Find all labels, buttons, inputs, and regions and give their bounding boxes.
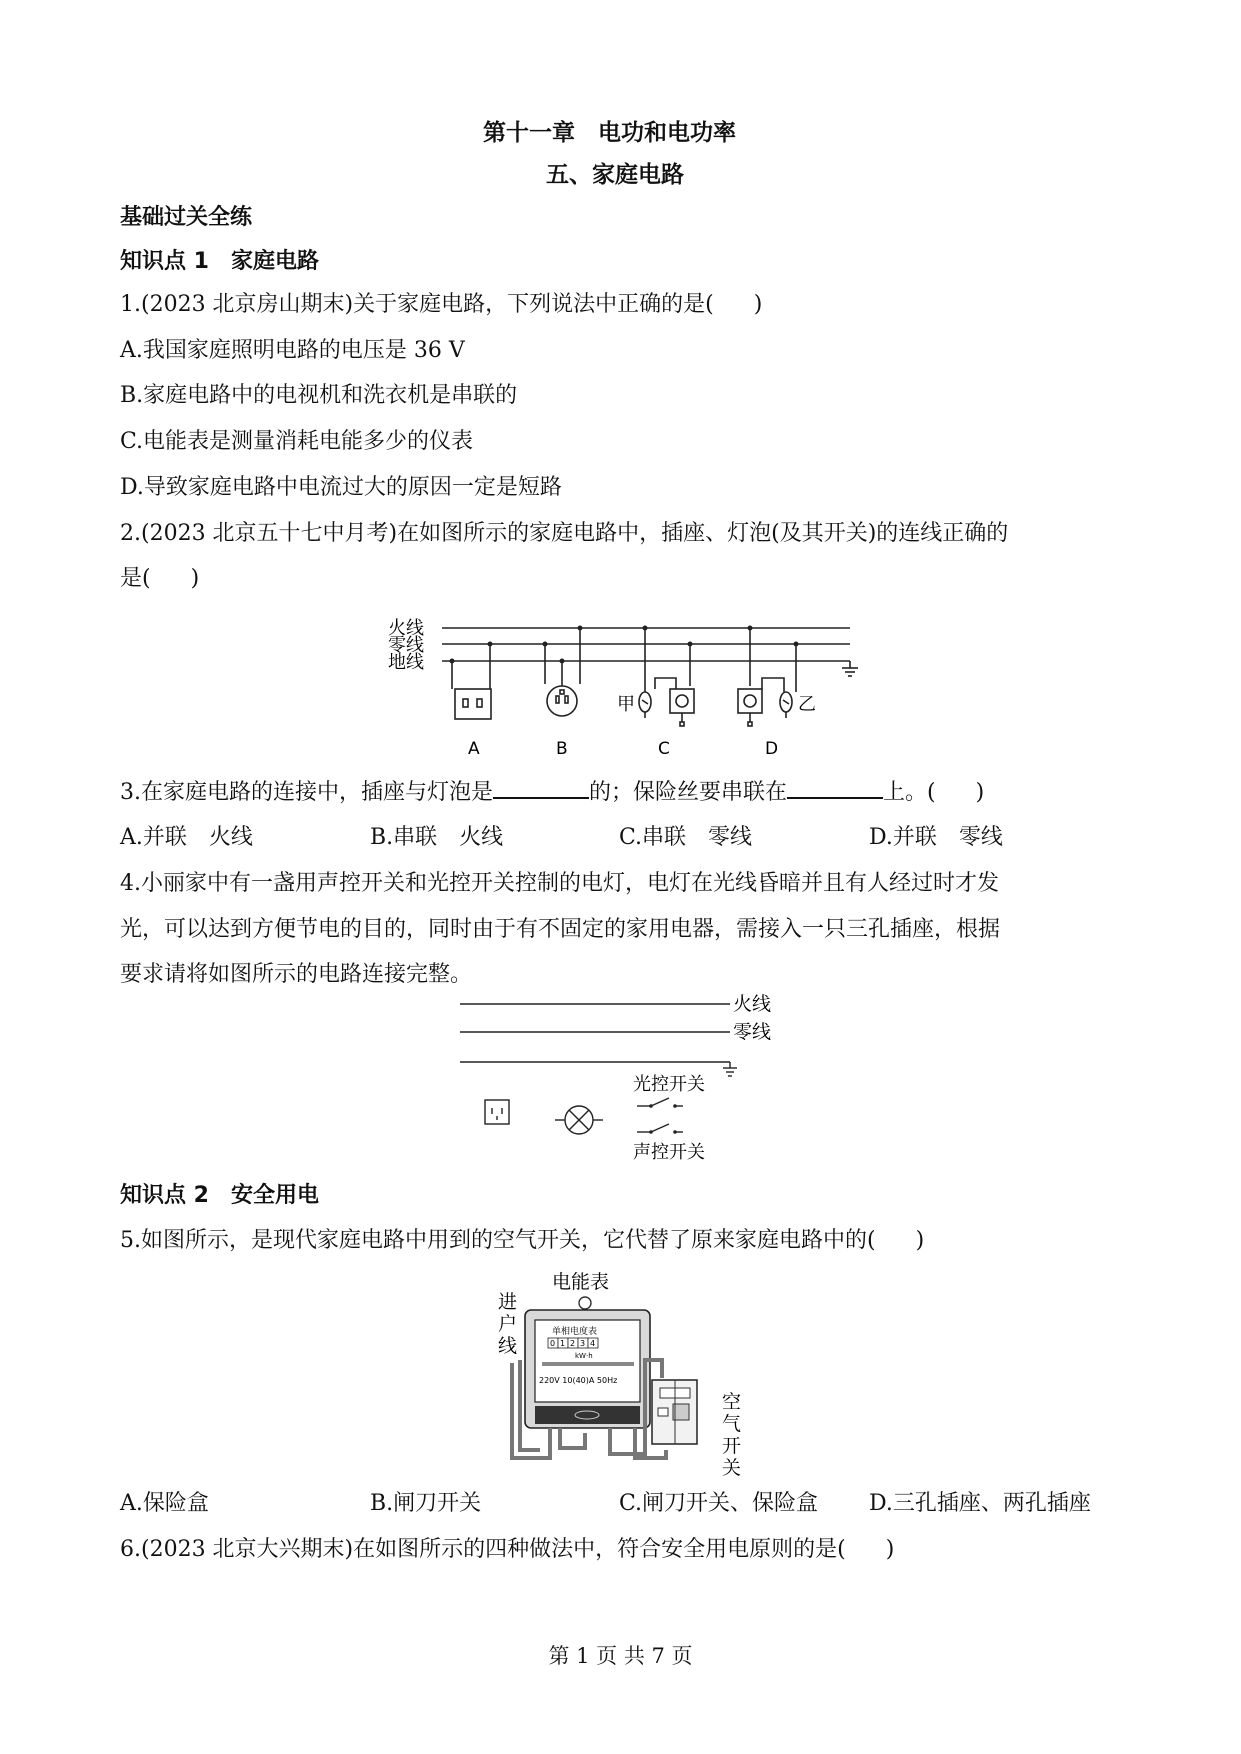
q5-digit-5: 4 <box>590 1339 596 1348</box>
q5-meter-rating: 220V 10(40)A 50Hz <box>539 1376 618 1385</box>
q3-option-b: B.串联 火线 <box>370 825 504 850</box>
practice-heading: 基础过关全练 <box>120 205 253 230</box>
q2-label-yi: 乙 <box>798 694 816 715</box>
q5-breaker-label-3: 开 <box>722 1435 742 1457</box>
q4-stem-line2: 光，可以达到方便节电的目的，同时由于有不固定的家用电器，需接入一只三孔插座，根据 <box>120 917 1001 942</box>
section-title: 五、家庭电路 <box>546 162 684 188</box>
q1-stem-text: 1.(2023 北京房山期末)关于家庭电路，下列说法中正确的是( <box>120 292 714 317</box>
q1-option-a: A.我国家庭照明电路的电压是 36 V <box>120 338 465 363</box>
q5-option-d: D.三孔插座、两孔插座 <box>869 1491 1091 1516</box>
q4-live-wire-label: 火线 <box>733 993 772 1015</box>
q2-live-wire-label: 火线 <box>388 618 424 639</box>
page-footer: 第 1 页 共 7 页 <box>548 1644 693 1668</box>
q1-close-paren: ) <box>753 292 763 317</box>
q5-digit-1: 0 <box>550 1339 556 1348</box>
q1-option-c: C.电能表是测量消耗电能多少的仪表 <box>120 429 474 454</box>
knowledge-point-2-title: 知识点 2 安全用电 <box>120 1183 319 1208</box>
q5-stem-text: 5.如图所示，是现代家庭电路中用到的空气开关，它代替了原来家庭电路中的( <box>120 1228 876 1253</box>
chapter-title: 第十一章 电功和电功率 <box>483 120 736 146</box>
q5-digit-2: 1 <box>560 1339 566 1348</box>
q5-meter-name: 单相电度表 <box>552 1327 598 1337</box>
q5-option-c: C.闸刀开关、保险盒 <box>619 1491 819 1516</box>
q2-stem-line2 <box>120 564 199 594</box>
q5-digit-4: 3 <box>580 1339 586 1348</box>
q4-sound-switch-label: 声控开关 <box>633 1142 705 1163</box>
q5-option-b: B.闸刀开关 <box>370 1491 482 1516</box>
q4-stem-line1: 4.小丽家中有一盏用声控开关和光控开关控制的电灯，电灯在光线昏暗并且有人经过时才发 <box>120 871 999 896</box>
q3-close-paren: ) <box>975 780 985 805</box>
q2-circuit-figure <box>380 604 860 764</box>
q5-close-paren: ) <box>915 1228 925 1253</box>
q6-close-paren: ) <box>885 1537 895 1562</box>
q2-label-a: A <box>468 739 480 759</box>
q4-circuit-figure <box>455 990 785 1165</box>
q2-label-b: B <box>556 739 568 759</box>
q5-meter-unit: kW·h <box>575 1352 593 1360</box>
q2-label-d: D <box>765 739 779 759</box>
q2-label-c: C <box>658 739 670 759</box>
q3-option-a: A.并联 火线 <box>120 825 253 850</box>
knowledge-point-1-title: 知识点 1 家庭电路 <box>120 249 319 274</box>
q3-stem-part3: 上。( <box>883 780 936 805</box>
q5-meter-label: 电能表 <box>552 1271 610 1293</box>
q5-option-a: A.保险盒 <box>120 1491 209 1516</box>
q6-stem-text: 6.(2023 北京大兴期末)在如图所示的四种做法中，符合安全用电原则的是( <box>120 1537 846 1562</box>
q5-digit-3: 2 <box>570 1339 576 1348</box>
q3-blank-1[interactable] <box>493 775 589 799</box>
q5-meter-figure <box>490 1268 770 1486</box>
q2-label-jia: 甲 <box>617 694 635 715</box>
q2-close-paren: ) <box>190 566 200 591</box>
q3-stem-part1: 3.在家庭电路的连接中，插座与灯泡是 <box>120 780 493 805</box>
q2-stem-line2-text: 是( <box>120 566 151 591</box>
q5-breaker-label-2: 气 <box>722 1413 742 1435</box>
q6-stem <box>120 1535 894 1565</box>
q5-inlet-label-1: 进 <box>498 1291 518 1313</box>
q5-breaker-label-1: 空 <box>722 1391 742 1413</box>
q3-option-c: C.串联 零线 <box>619 825 753 850</box>
q4-light-switch-label: 光控开关 <box>633 1074 705 1095</box>
q3-blank-2[interactable] <box>787 775 883 799</box>
q1-option-d: D.导致家庭电路中电流过大的原因一定是短路 <box>120 475 562 500</box>
q3-option-d: D.并联 零线 <box>869 825 1003 850</box>
q5-inlet-label-3: 线 <box>498 1335 518 1357</box>
q3-stem <box>120 775 984 808</box>
q4-stem-line3: 要求请将如图所示的电路连接完整。 <box>120 962 473 987</box>
q2-ground-wire-label: 地线 <box>388 652 424 673</box>
q4-neutral-wire-label: 零线 <box>733 1021 772 1043</box>
q2-neutral-wire-label: 零线 <box>388 635 424 656</box>
q5-stem <box>120 1226 924 1256</box>
q2-stem-line1: 2.(2023 北京五十七中月考)在如图所示的家庭电路中，插座、灯泡(及其开关)的连线正确的 <box>120 521 1009 546</box>
q5-inlet-label-2: 户 <box>498 1313 518 1335</box>
q1-option-b: B.家庭电路中的电视机和洗衣机是串联的 <box>120 383 518 408</box>
q3-stem-part2: 的；保险丝要串联在 <box>589 780 788 805</box>
q5-breaker-label-4: 关 <box>722 1457 742 1479</box>
q1-stem <box>120 290 762 320</box>
